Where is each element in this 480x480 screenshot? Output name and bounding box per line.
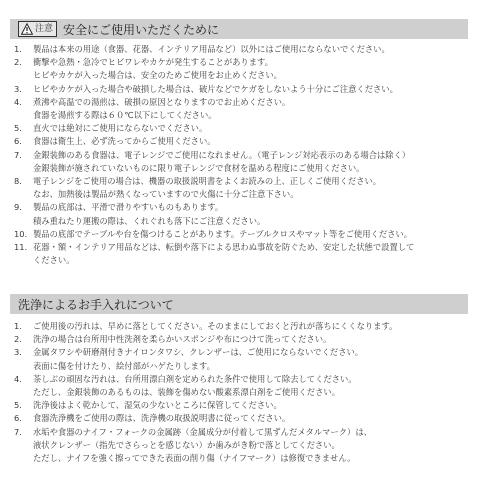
item-line: ください。 [33,255,75,266]
item-text [33,56,472,82]
item-line: 金銀装飾が施されていないものに限り電子レンジで食材を温める程度にご使用ください。 [33,162,365,173]
item-text [33,241,472,267]
item-line: 電子レンジをご使用の場合は、機器の取扱説明書をよくお読みの上、正しくご使用ください。 [33,176,382,187]
list-item [14,373,472,399]
item-line: 製品の底部は、平滑で滑りやすいものもあります。 [33,202,224,213]
item-line: 衝撃や急熱・急冷でヒビワレやカケが発生することがあります。 [33,57,273,68]
item-number: 10. [14,228,28,239]
list-item [14,412,472,425]
item-number: 1. [14,321,22,331]
item-number: 9. [14,202,22,213]
item-number: 6. [14,413,22,424]
caution-badge [18,21,57,37]
item-line: ご使用後の汚れは、早めに落としてください。そのままにしておくと汚れが落ちにくくなります。 [33,321,398,331]
list-item [14,399,472,412]
list-item [14,96,472,122]
safety-section-title: 安全にご使用いただくために [63,22,220,37]
item-line: 金属タワシや研磨剤付きナイロンタワシ、クレンザーは、ご使用にならないでください。 [33,347,364,358]
item-line: 製品の底部でテーブルや台を傷つけることがあります。テーブルクロスやマット等をご使用ください。 [33,228,413,239]
item-text [33,83,472,96]
list-item [14,346,472,372]
item-text [33,43,472,56]
item-number: 3. [14,83,22,94]
item-line: 洗浄の場合は台所用中性洗剤を柔らかいスポンジや布につけて洗ってください。 [33,334,332,345]
list-item [14,228,472,241]
item-number: 11. [14,242,28,253]
list-item [14,333,472,346]
item-line: なお、加熱後は製品が熱くなっていますので火傷に十分ご注意下さい。 [33,189,299,200]
item-number: 5. [14,400,22,411]
item-text [33,333,472,346]
cleaning-list [14,320,472,465]
item-number: 2. [14,334,22,345]
item-text [33,175,472,201]
item-line: 表面に傷を付けたり、絵付部がハゲたりします。 [33,360,215,371]
item-text [33,201,472,227]
item-line: ただし、金銀装飾のあるものは、装飾を傷めない酸素系漂白剤をご使用ください。 [33,387,340,398]
item-text [33,135,472,148]
item-text [33,96,472,122]
item-text [33,412,472,425]
caution-label: 注意 [35,24,54,34]
item-text [33,228,472,241]
item-text [33,320,472,333]
item-line: 食器洗浄機をご使用の際は、洗浄機の取扱説明書に従ってください。 [33,413,291,424]
item-number: 4. [14,96,22,107]
list-item [14,149,472,175]
list-item [14,175,472,201]
safety-list [14,43,472,267]
item-line: 花器・額・インテリア用品などは、転倒や落下による思わぬ事故を防ぐため、安定した状態で設置して [33,242,415,253]
list-item [14,43,472,56]
item-line: 食器を湯煎する際は６０℃以下にしてください。 [33,110,217,121]
list-item [14,56,472,82]
item-number: 7. [14,426,22,437]
list-item [14,241,472,267]
list-item [14,122,472,135]
item-number: 7. [14,149,22,160]
cleaning-section-title: 洗浄によるお手入れについて [18,297,174,312]
item-number: 5. [14,123,22,134]
item-line: ただし、ナイフを強く擦ってできた表面の削り傷（ナイフマーク）は修復できません。 [33,453,356,464]
list-item [14,320,472,333]
item-text [33,346,472,372]
caution-header-band [10,19,468,39]
item-line: 金銀装飾のある食器は、電子レンジでご使用になれません。（電子レンジ対応表示のある場合は除く） [33,149,411,160]
item-number: 1. [14,44,22,54]
item-line: ヒビやカケが入った場合や破損した場合は、破片などでケガをしないよう十分にご注意ください。 [33,83,398,94]
cleaning-header-band [10,294,468,314]
list-item [14,83,472,96]
item-line: 洗浄後はよく乾かして、湿気の少ないところに保管してください。 [33,400,282,411]
item-line: 積み重ねたり運搬の際は、くれぐれも落下にご注意ください。 [33,215,266,226]
item-number: 3. [14,347,22,358]
item-line: 茶しぶの頑固な汚れは、台所用漂白剤を定められた条件で使用して除去してください。 [33,373,357,384]
item-line: ヒビやカケが入った場合は、安全のためご使用をお止めください。 [33,70,282,81]
item-line: 液状クレンザー（指先でさらっとを感じない）か歯みがき粉で落としてください。 [33,439,340,450]
item-text [33,399,472,412]
item-number: 8. [14,176,22,187]
list-item [14,201,472,227]
item-text [33,122,472,135]
item-text [33,426,472,466]
item-line: 製品は本来の用途（食器、花器、インテリア用品など）以外にはご使用にならないでください。 [33,44,390,54]
list-item [14,135,472,148]
item-number: 2. [14,57,22,68]
item-number: 4. [14,373,22,384]
item-line: 水垢や食器のナイフ・フォークの金属跡（金属成分が付着して黒ずんだメタルマーク）は、 [33,426,372,437]
list-item [14,426,472,466]
warning-triangle-icon [21,23,33,35]
item-text [33,149,472,175]
item-line: 煮沸や高温での湯煎は、破損の原因となりますのでお止めください。 [33,96,291,107]
item-line: 直火では絶対にご使用にならないでください。 [33,123,208,134]
item-line: 食器は衛生上、必ず洗ってからご使用ください。 [33,136,216,147]
item-number: 6. [14,136,22,147]
item-text [33,373,472,399]
